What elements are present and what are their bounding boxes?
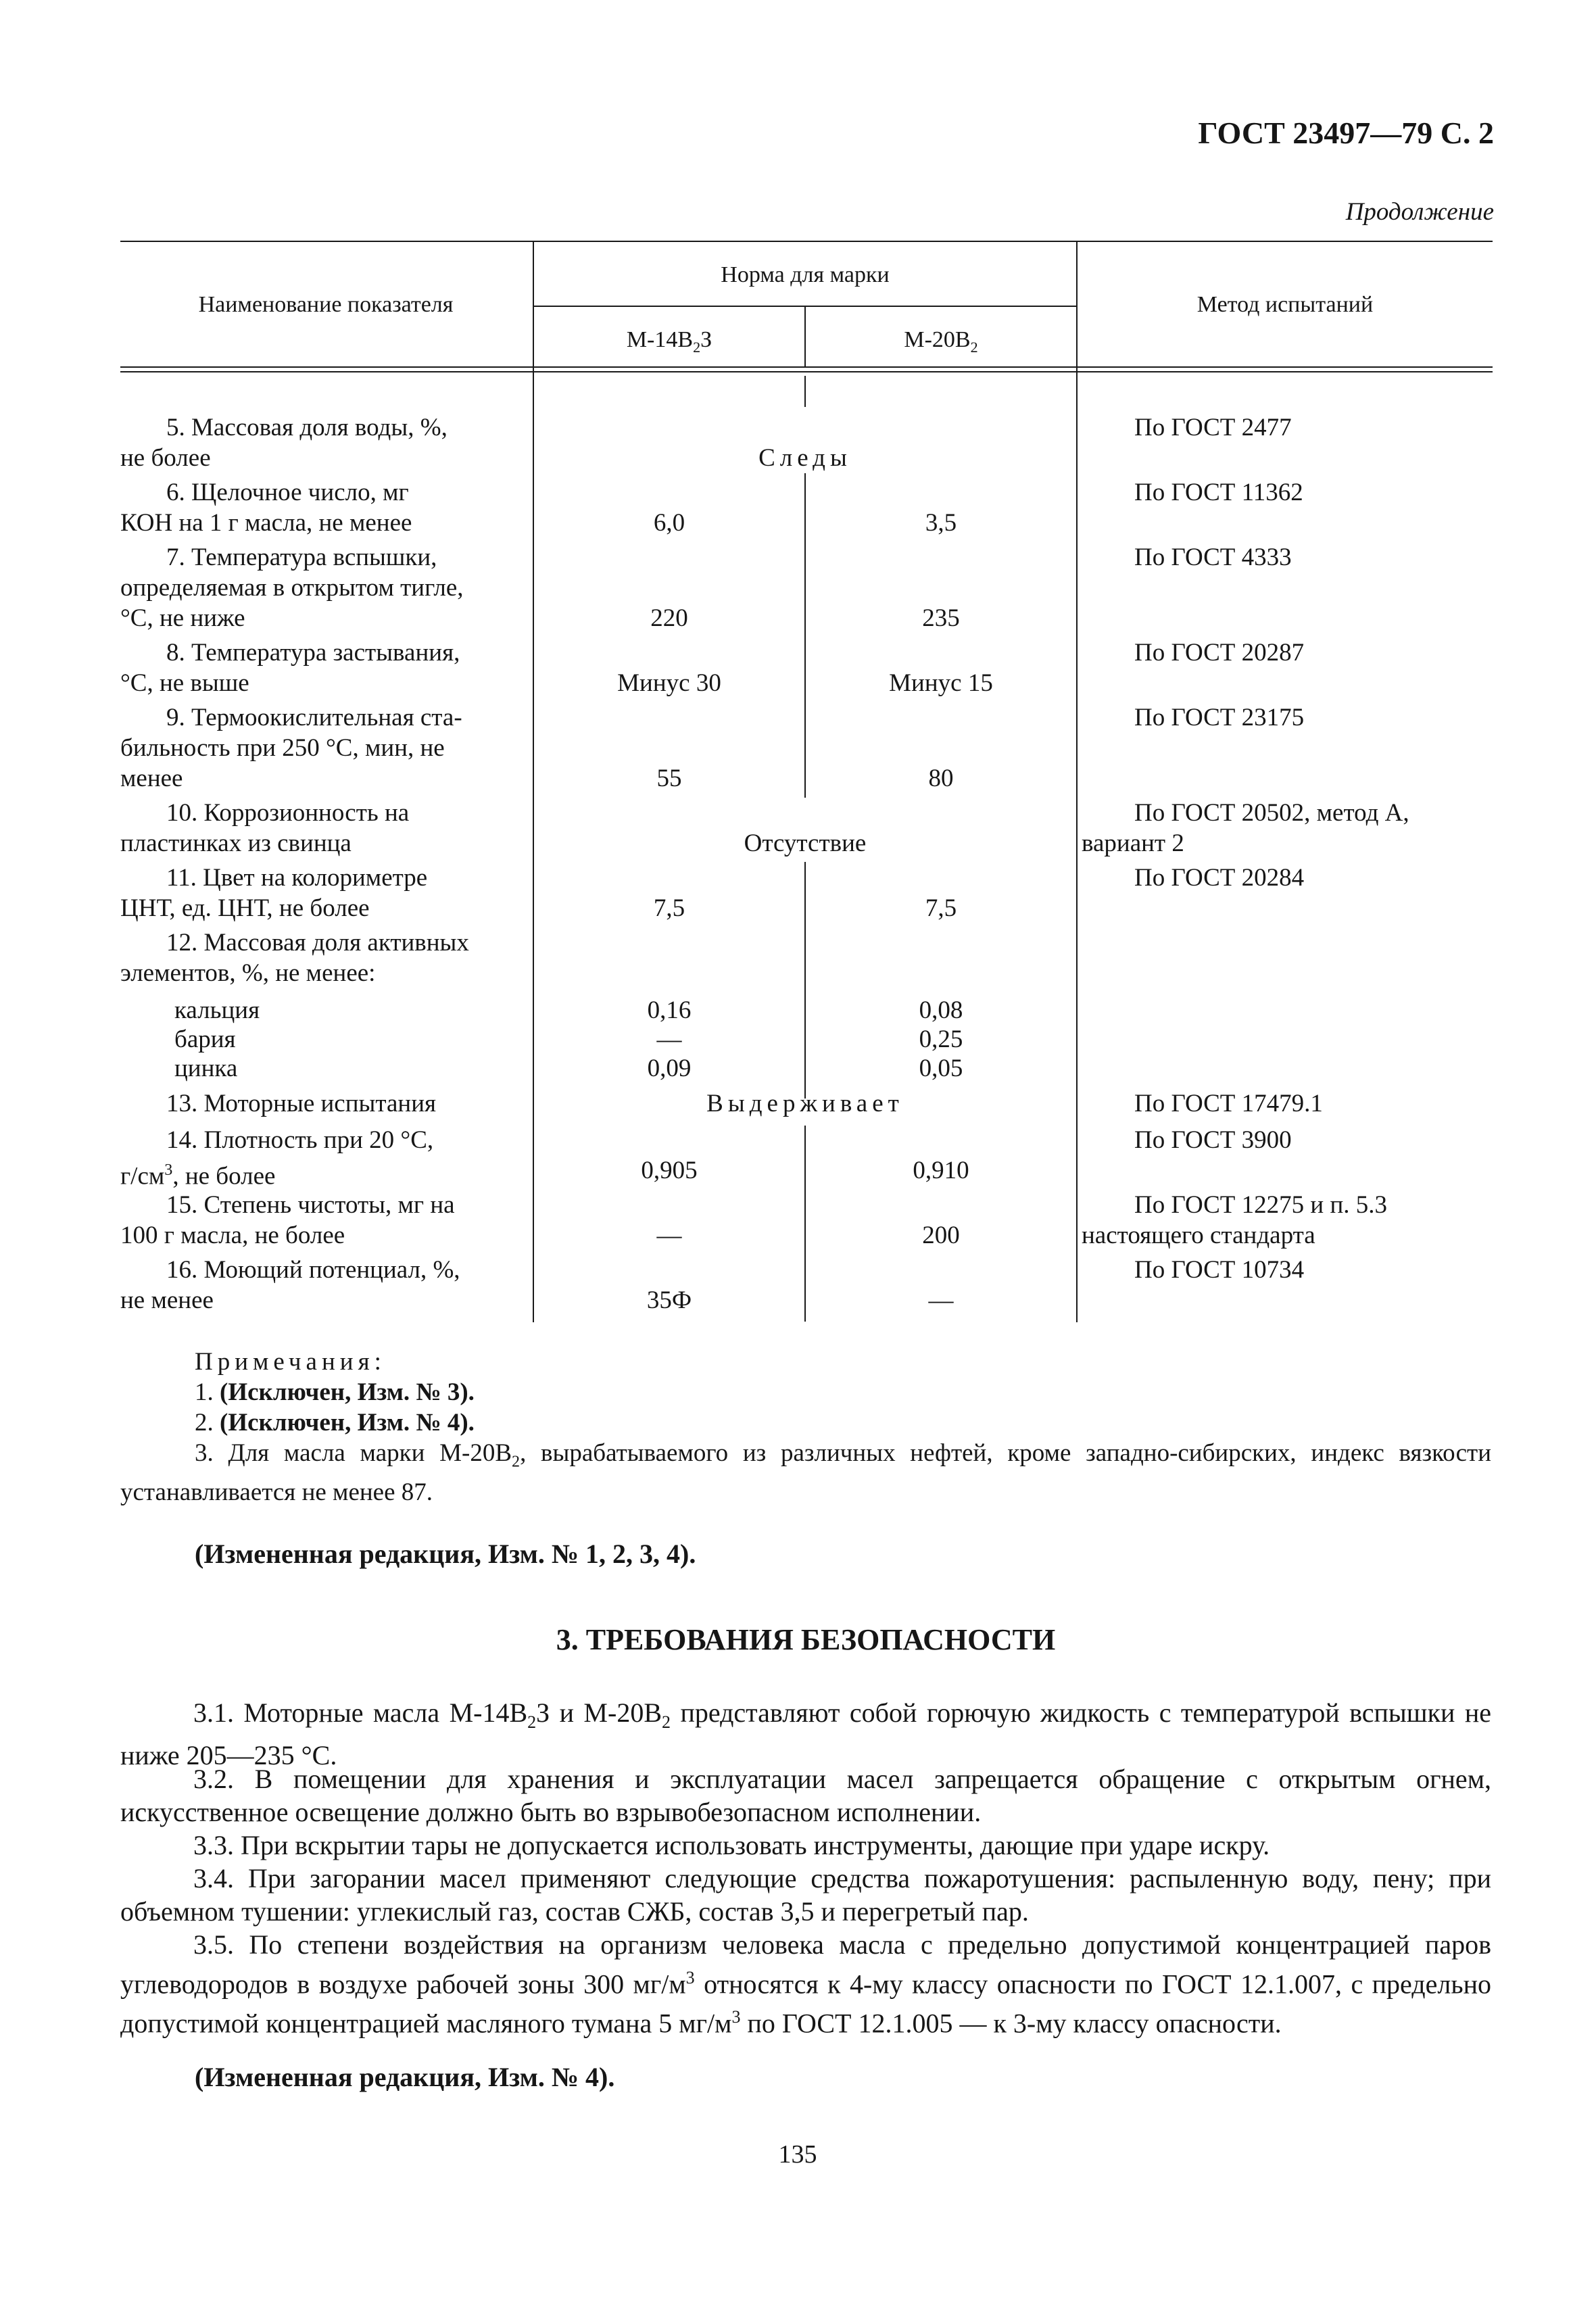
section-title: 3. ТРЕБОВАНИЯ БЕЗОПАСНОСТИ [556, 1623, 1056, 1656]
note-2: 2. (Исключен, Изм. № 4). [195, 1409, 475, 1437]
row-name: 14. Плотность при 20 °С, $г/см^3$, не более [120, 1126, 434, 1190]
value-grade-2: 7,5 [925, 894, 957, 922]
value-grade-1: 0,16 [647, 996, 692, 1024]
test-method: По ГОСТ 23175 [1134, 704, 1305, 731]
paragraph-3-5: 3.5. По степени воздействия на организм человека масла с предельно допустимой концентрацией паров углеводородов в воздухе рабочей зоны 300 $мг/м^3$ относятся к 4-му классу опасности по ГОСТ 12.1.007, с предельно допустимой концентрацией масляного тумана 5 $мг/м^3$ по ГОСТ 12.1.005 — к 3-му классу опасности. [120, 1929, 1492, 2039]
paragraph-3-2: 3.2. В помещении для хранения и эксплуатации масел запрещается обращение с открытым огнем, искусственное освещение должно быть во взрывобезопасном исполнении. [120, 1764, 1491, 1827]
value-grade-1: 0,905 [641, 1157, 698, 1184]
page-number: 135 [778, 2140, 817, 2169]
value-grade-2: 3,5 [925, 509, 957, 537]
sub-label: цинка [174, 1055, 238, 1082]
value-grade-1: 6,0 [653, 509, 685, 537]
table-top-rule [120, 241, 1493, 242]
row-name: 5. Массовая доля воды, %, не более [120, 414, 448, 472]
row-name: 6. Щелочное число, мг КОН на 1 г масла, не менее [120, 479, 412, 537]
document-header: ГОСТ 23497—79 С. 2 [1198, 116, 1494, 150]
test-method: По ГОСТ 20287 [1134, 639, 1305, 667]
test-method: По ГОСТ 11362 [1134, 479, 1303, 506]
value-grade-1: 0,09 [647, 1055, 692, 1082]
value-grade-2: 0,05 [919, 1055, 963, 1082]
value-grade-2: 0,25 [919, 1026, 963, 1053]
row-name: 15. Степень чистоты, мг на 100 г масла, не более [120, 1191, 455, 1249]
col-divider-3 [1076, 241, 1078, 1322]
value-grade-1: 55 [656, 765, 682, 792]
col-header-norm: Норма для марки [721, 262, 890, 287]
value-grade-1: 7,5 [653, 894, 685, 922]
row-name: 10. Коррозионность на пластинках из свинца [120, 799, 410, 857]
value-grade-1: 35Ф [646, 1286, 692, 1314]
col-header-method: Метод испытаний [1196, 292, 1374, 317]
test-method: По ГОСТ 4333 [1134, 544, 1292, 571]
row-name: 11. Цвет на колориметре ЦНТ, ед. ЦНТ, не более [120, 864, 428, 922]
value-grade-1: 220 [650, 604, 688, 632]
value-grade-2: 0,08 [919, 996, 963, 1024]
sub-label: бария [174, 1026, 236, 1053]
row-name: 12. Массовая доля активных элементов, %, не менее: [120, 929, 469, 987]
paragraph-3-3: 3.3. При вскрытии тары не допускается использовать инструменты, дающие при ударе искру. [193, 1830, 1270, 1860]
merged-value: Выдерживает [706, 1090, 904, 1117]
row-name: 13. Моторные испытания [166, 1090, 437, 1117]
header-bottom-rule [120, 366, 1493, 368]
header-bottom-rule-2 [120, 371, 1493, 372]
test-method: По ГОСТ 10734 [1134, 1256, 1305, 1284]
test-method: По ГОСТ 20284 [1134, 864, 1305, 892]
test-method: По ГОСТ 2477 [1134, 414, 1292, 441]
value-grade-2: 80 [928, 765, 954, 792]
value-grade-1: Минус 30 [617, 669, 721, 697]
grade-header-1: $М-14В_2З$ [626, 327, 712, 356]
row-name: 16. Моющий потенциал, %, не менее [120, 1256, 460, 1314]
col-divider-2 [804, 376, 806, 407]
row-name: 9. Термоокислительная ста- бильность при 250 °С, мин, не менее [120, 704, 462, 792]
value-grade-2: — [928, 1286, 954, 1314]
revision-note: (Измененная редакция, Изм. № 1, 2, 3, 4). [195, 1539, 696, 1569]
value-grade-1: — [656, 1222, 682, 1249]
notes-heading: Примечания: [195, 1348, 386, 1376]
continuation-label: Продолжение [1345, 198, 1494, 226]
note-3: 3. Для масла марки $М-20В_2$, вырабатываемого из различных нефтей, кроме западно-сибирских, индекс вязкости устанавливается не менее 87. [120, 1439, 1491, 1507]
grade-header-2: $М-20В_2$ [904, 327, 978, 356]
note-1: 1. (Исключен, Изм. № 3). [195, 1378, 475, 1406]
paragraph-3-4: 3.4. При загорании масел применяют следующие средства пожаротушения: распыленную воду, пену; при объемном тушении: углекислый газ, состав СЖБ, состав 3,5 и перегретый пар. [120, 1863, 1491, 1927]
col-header-name: Наименование показателя [198, 292, 454, 317]
test-method: По ГОСТ 3900 [1134, 1126, 1292, 1154]
test-method: По ГОСТ 12275 и п. 5.3 настоящего стандарта [1082, 1191, 1387, 1249]
paragraph-3-1: 3.1. Моторные масла $М-14В_2З$ и $М-20В_2$ представляют собой горючую жидкость с температурой вспышки не ниже 205—235 °С. [120, 1697, 1492, 1770]
value-grade-1: — [656, 1026, 682, 1053]
merged-value: Отсутствие [744, 829, 867, 857]
value-grade-2: Минус 15 [889, 669, 993, 697]
value-grade-2: 200 [922, 1222, 960, 1249]
test-method: По ГОСТ 20502, метод А, вариант 2 [1082, 799, 1409, 857]
merged-value: Следы [758, 444, 852, 472]
value-grade-2: 235 [922, 604, 960, 632]
row-name: 7. Температура вспышки, определяемая в открытом тигле, °С, не ниже [120, 544, 464, 632]
test-method: По ГОСТ 17479.1 [1134, 1090, 1323, 1117]
row-name: 8. Температура застывания, °С, не выше [120, 639, 460, 697]
sub-label: кальция [174, 996, 260, 1024]
value-grade-2: 0,910 [913, 1157, 969, 1184]
revision-note: (Измененная редакция, Изм. № 4). [195, 2062, 615, 2092]
